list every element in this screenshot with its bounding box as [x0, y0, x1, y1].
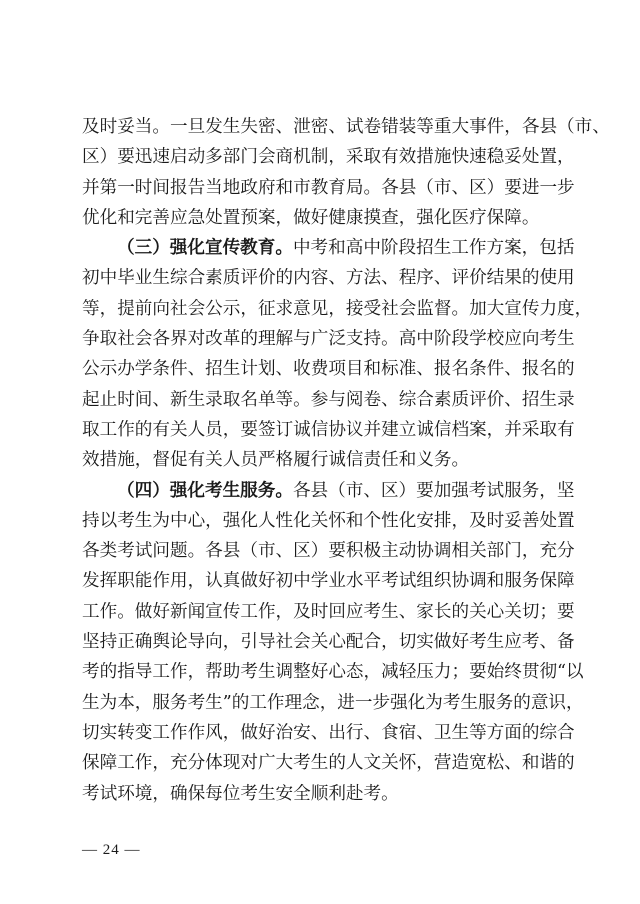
text-line: 考试环境，确保每位考生安全顺利赴考。 [82, 783, 399, 804]
text-line: 初中毕业生综合素质评价的内容、方法、程序、评价结果的使用 [82, 268, 575, 289]
text-line: 等，提前向社会公示，征求意见，接受社会监督。加大宣传力度， [82, 298, 593, 319]
paragraph-candidate-service [82, 476, 584, 809]
text-line: 保障工作，充分体现对广大考生的人文关怀，营造宽松、和谐的 [82, 753, 575, 774]
text-line: 各类考试问题。各县（市、区）要积极主动协调相关部门，充分 [82, 541, 575, 562]
text-line: 争取社会各界对改革的理解与广泛支持。高中阶段学校应向考生 [82, 329, 575, 350]
page-number: — 24 — [82, 842, 141, 858]
text-line: 区）要迅速启动多部门会商机制，采取有效措施快速稳妥处置， [82, 147, 575, 168]
text-line [82, 476, 575, 506]
text-line: 取工作的有关人员，要签订诚信协议并建立诚信档案，并采取有 [82, 419, 575, 440]
text-line: 持以考生为中心，强化人性化关怀和个性化安排，及时妥善处置 [82, 510, 575, 531]
paragraph-publicity-education [82, 233, 593, 475]
text-line: 起止时间、新生录取名单等。参与阅卷、综合素质评价、招生录 [82, 389, 575, 410]
text-run: 中考和高中阶段招生工作方案，包括 [292, 238, 575, 259]
text-line: 发挥职能作用，认真做好初中学业水平考试组织协调和服务保障 [82, 571, 575, 592]
section-heading: （四）强化考生服务。 [117, 479, 293, 501]
text-line: 切实转变工作作风，做好治安、出行、食宿、卫生等方面的综合 [82, 722, 575, 743]
text-line: 工作。做好新闻宣传工作，及时回应考生、家长的关心关切；要 [82, 601, 575, 622]
paragraph-emergency-handling [82, 112, 610, 233]
text-line: 生为本，服务考生”的工作理念，进一步强化为考生服务的意识， [82, 692, 584, 713]
text-line [82, 233, 575, 263]
text-line: 考的指导工作，帮助考生调整好心态，减轻压力；要始终贯彻“以 [82, 662, 584, 683]
section-heading: （三）强化宣传教育。 [117, 237, 293, 259]
text-line: 及时妥当。一旦发生失密、泄密、试卷错装等重大事件，各县（市、 [82, 117, 610, 137]
text-line: 并第一时间报告当地政府和市教育局。各县（市、区）要进一步 [82, 177, 575, 198]
text-line: 优化和完善应急处置预案，做好健康摸查，强化医疗保障。 [82, 207, 540, 228]
body-text [82, 112, 610, 809]
text-run: 各县（市、区）要加强考试服务，坚 [292, 480, 575, 501]
text-line: 效措施，督促有关人员严格履行诚信责任和义务。 [82, 450, 470, 471]
text-line: 公示办学条件、招生计划、收费项目和标准、报名条件、报名的 [82, 359, 575, 380]
text-line: 坚持正确舆论导向，引导社会关心配合，切实做好考生应考、备 [82, 632, 575, 653]
